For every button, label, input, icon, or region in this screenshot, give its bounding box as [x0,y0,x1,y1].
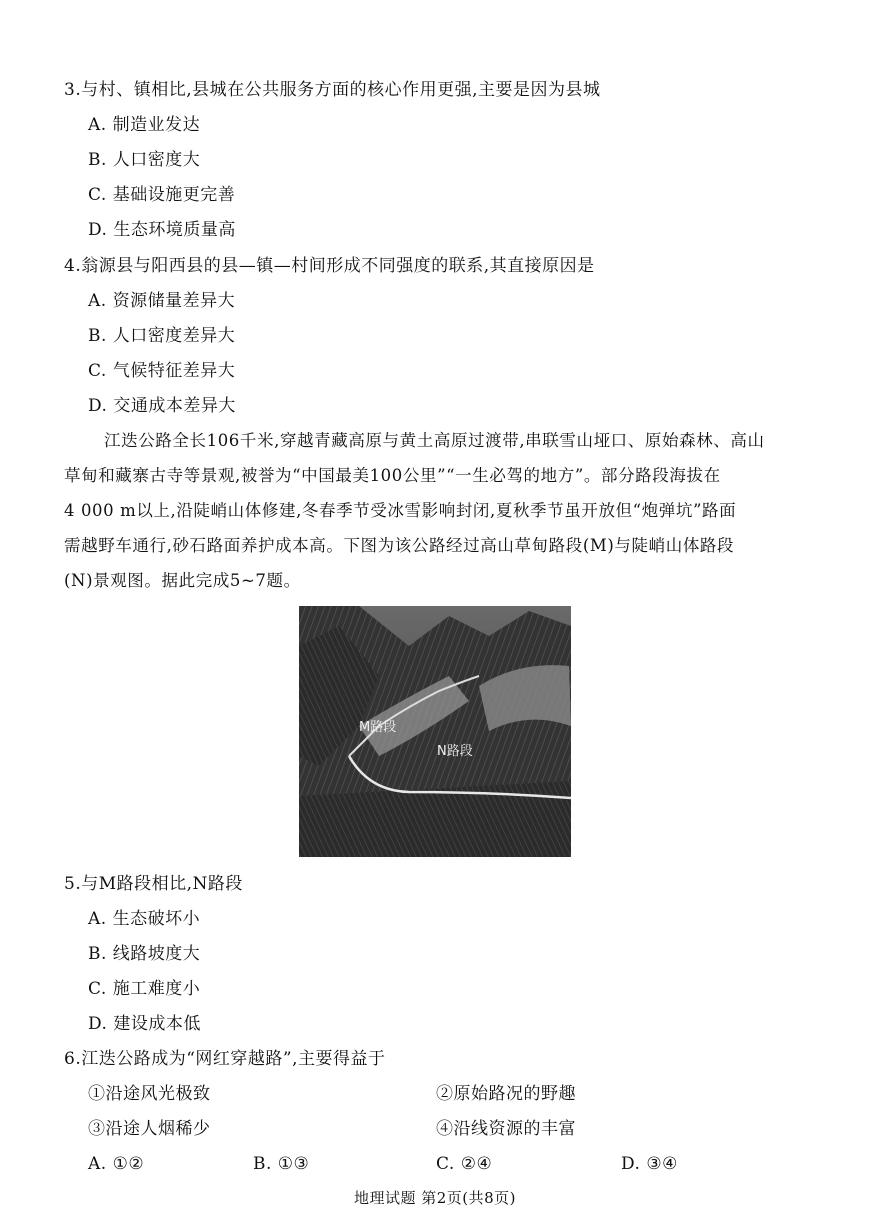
mountain-road-illustration [299,606,571,857]
question-5-option-b: B. 线路坡度大 [88,944,201,964]
question-6-option-b: B. ①③ [253,1154,310,1174]
question-5-option-d: D. 建设成本低 [88,1014,201,1034]
passage-line-4: 需越野车通行,砂石路面养护成本高。下图为该公路经过高山草甸路段(M)与陡峭山体路段 [64,536,735,555]
passage-line-3: 4 000 m以上,沿陡峭山体修建,冬春季节受冰雪影响封闭,夏秋季节虽开放但“炮弹坑”路面 [64,501,737,520]
question-6-item-4: ④沿线资源的丰富 [436,1119,576,1139]
question-6-option-c: C. ②④ [436,1154,493,1174]
question-6-item-1: ①沿途风光极致 [88,1084,211,1104]
figure-label-n: N路段 [437,744,473,759]
question-3-stem: 3.与村、镇相比,县城在公共服务方面的核心作用更强,主要是因为县城 [64,80,601,100]
passage-line-1: 江迭公路全长106千米,穿越青藏高原与黄土高原过渡带,串联雪山垭口、原始森林、高山 [104,431,765,450]
question-3-option-a: A. 制造业发达 [88,115,201,135]
page-footer: 地理试题 第2页(共8页) [353,1189,517,1207]
question-5-stem: 5.与M路段相比,N路段 [64,874,243,894]
question-4-option-c: C. 气候特征差异大 [88,361,236,381]
question-5-option-c: C. 施工难度小 [88,979,201,999]
question-3-option-d: D. 生态环境质量高 [88,220,236,240]
question-4-option-a: A. 资源储量差异大 [88,291,236,311]
question-6-stem: 6.江迭公路成为“网红穿越路”,主要得益于 [64,1049,386,1069]
question-4-stem: 4.翁源县与阳西县的县—镇—村间形成不同强度的联系,其直接原因是 [64,256,595,276]
landscape-photo [299,606,571,857]
question-3-option-b: B. 人口密度大 [88,150,201,170]
passage-line-5: (N)景观图。据此完成5~7题。 [64,571,301,590]
passage-line-2: 草甸和藏寨古寺等景观,被誉为“中国最美100公里”“一生必驾的地方”。部分路段海拔在 [64,466,721,485]
question-6-item-3: ③沿途人烟稀少 [88,1119,211,1139]
question-6-option-a: A. ①② [88,1154,145,1174]
question-4-option-b: B. 人口密度差异大 [88,326,236,346]
question-3-option-c: C. 基础设施更完善 [88,185,236,205]
figure-label-m: M路段 [359,720,397,735]
question-5-option-a: A. 生态破坏小 [88,909,201,929]
question-6-item-2: ②原始路况的野趣 [436,1084,576,1104]
question-4-option-d: D. 交通成本差异大 [88,396,236,416]
question-6-option-d: D. ③④ [621,1154,678,1174]
